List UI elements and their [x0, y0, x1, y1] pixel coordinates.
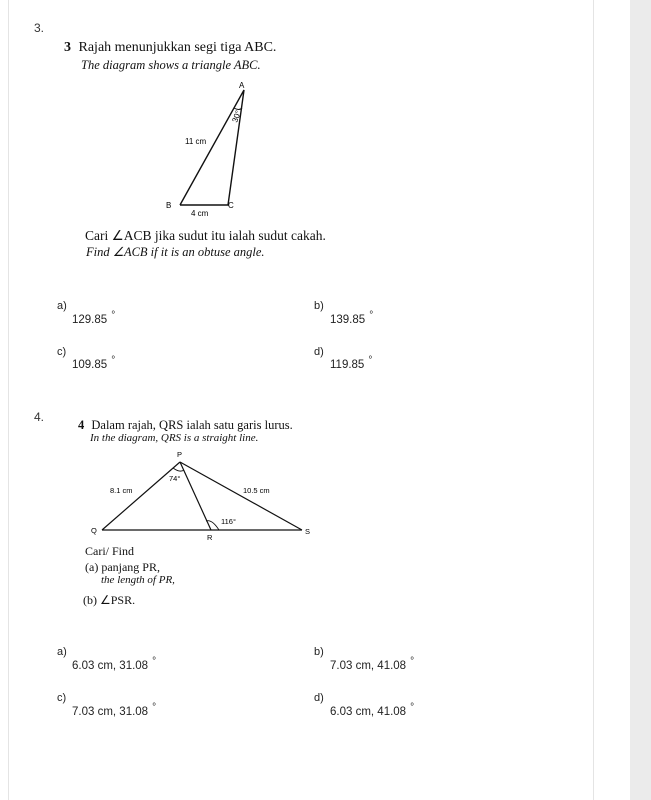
line-pr [180, 462, 211, 530]
question-number: 4. [34, 410, 45, 424]
q3-option-a-value: 129.85 [72, 313, 108, 326]
q3-figure-number: 3 [64, 40, 71, 55]
scroll-gutter[interactable] [630, 0, 651, 800]
q4-option-a-letter: a) [57, 646, 67, 658]
side-ab-label: 11 cm [185, 137, 207, 146]
q4-part-b: (b) ∠PSR. [83, 593, 136, 607]
degree-symbol: ° [368, 355, 373, 366]
q3-option-b-value: 139.85 [330, 313, 366, 326]
q3-option-b[interactable] [330, 310, 373, 326]
q3-option-d-letter: d) [314, 346, 324, 358]
degree-symbol: ° [111, 310, 116, 321]
worksheet-page [8, 0, 594, 800]
q4-option-d-value: 6.03 cm, 41.08 [330, 705, 407, 718]
q4-option-c-value: 7.03 cm, 31.08 [72, 705, 149, 718]
q3-option-a[interactable] [72, 310, 115, 326]
q4-option-d-letter: d) [314, 692, 324, 704]
q4-triangle-diagram [80, 445, 325, 545]
q4-figure-text [78, 418, 293, 433]
q4-option-a-value: 6.03 cm, 31.08 [72, 659, 149, 672]
q4-part-a-en: the length of PR, [101, 574, 175, 586]
q3-option-b-letter: b) [314, 300, 324, 312]
side-ps-label: 10.5 cm [243, 486, 270, 495]
vertex-a-label: A [239, 81, 245, 90]
q3-find-ms: Cari ∠ACB jika sudut itu ialah sudut cakah. [85, 228, 326, 243]
vertex-s-label: S [305, 527, 311, 536]
degree-symbol: ° [152, 656, 157, 667]
angle-a-label: 30° [230, 109, 244, 124]
degree-symbol: ° [111, 355, 116, 366]
q4-statement-ms: Dalam rajah, QRS ialah satu garis lurus. [91, 418, 293, 432]
q4-option-c[interactable] [72, 702, 156, 718]
q4-option-c-letter: c) [57, 692, 67, 704]
q3-statement-en: The diagram shows a triangle ABC. [81, 58, 261, 72]
q4-figure-number: 4 [78, 418, 85, 432]
q3-option-d[interactable] [330, 355, 372, 371]
q3-figure-text [64, 40, 276, 56]
q4-find-label: Cari/ Find [85, 544, 135, 558]
side-bc-label: 4 cm [191, 209, 209, 218]
vertex-r-label: R [207, 533, 213, 542]
q3-option-c[interactable] [72, 355, 115, 371]
q3-option-d-value: 119.85 [330, 358, 365, 371]
q3-statement-ms: Rajah menunjukkan segi tiga ABC. [78, 40, 277, 55]
q4-part-a-ms: (a) panjang PR, [85, 560, 160, 574]
q4-find-head [85, 544, 134, 559]
question-number: 3. [34, 21, 45, 35]
q4-option-b-value: 7.03 cm, 41.08 [330, 659, 407, 672]
vertex-p-label: P [177, 450, 183, 459]
triangle-abc [180, 90, 244, 205]
q4-option-d[interactable] [330, 702, 414, 718]
q4-option-a[interactable] [72, 656, 156, 672]
angle-p-label: 74° [169, 474, 181, 483]
q4-option-b[interactable] [330, 656, 414, 672]
q4-option-b-letter: b) [314, 646, 324, 658]
q3-find-en: Find ∠ACB if it is an obtuse angle. [86, 245, 265, 259]
degree-symbol: ° [152, 702, 157, 713]
q3-option-c-letter: c) [57, 346, 67, 358]
line-ps [180, 462, 302, 530]
vertex-c-label: C [228, 201, 234, 210]
vertex-q-label: Q [91, 526, 97, 535]
vertex-b-label: B [166, 201, 172, 210]
angle-r-label: 116° [221, 517, 236, 526]
q3-triangle-diagram [160, 78, 270, 223]
side-pq-label: 8.1 cm [110, 486, 133, 495]
q3-option-c-value: 109.85 [72, 358, 108, 371]
q3-option-a-letter: a) [57, 300, 67, 312]
degree-symbol: ° [410, 656, 415, 667]
q4-statement-en: In the diagram, QRS is a straight line. [90, 432, 259, 444]
line-pq [102, 462, 180, 530]
degree-symbol: ° [369, 310, 374, 321]
degree-symbol: ° [410, 702, 415, 713]
